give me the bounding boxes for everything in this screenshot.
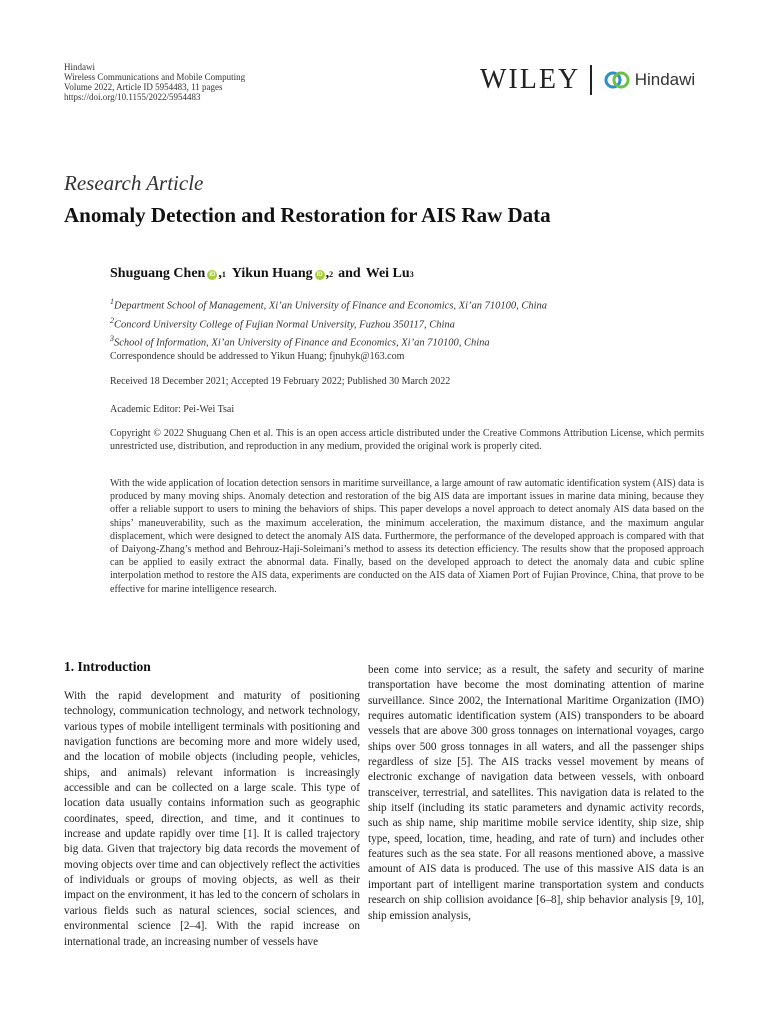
logo-divider [590, 65, 592, 95]
section-heading: 1. Introduction [64, 659, 151, 674]
hindawi-wordmark: Hindawi [634, 70, 696, 89]
academic-editor: Academic Editor: Pei-Wei Tsai [110, 404, 235, 415]
hindawi-logo [604, 70, 695, 90]
publisher-logos [480, 62, 695, 98]
wiley-logo: WILEY [480, 64, 581, 95]
orcid-icon[interactable]: iD [209, 272, 216, 278]
article-dates: Received 18 December 2021; Accepted 19 February 2022; Published 30 March 2022 [110, 376, 451, 387]
author-name[interactable]: Yikun Huang [231, 266, 313, 281]
article-title: Anomaly Detection and Restoration for AIS Raw Data [64, 203, 551, 227]
author-list: Shuguang Chen iD , 1 Yikun Huang iD , 2 and Wei Lu 3 [110, 266, 414, 281]
body-column-right: been come into service; as a result, the safety and security of marine transportation have become the most dominating attention of marine surveillance. Since 2002, the International Maritime Organization (IMO) requires automatic identification system (AIS) transponders to be aboard vessels that are above 300 gross tonnages on international voyages, cargo ships over 500 gross tonnages in all waters, and all the passenger ships regardless of size [5]. The AIS tracks vessel movement by means of electronic exchange of navigation data between vessels, with onboard transceiver, terrestrial, and satellites. This navigation data is related to the ship itself (including its static parameters and dynamic activity records, such as ship name, ship maritime mobile service identity, ship size, ship type, speed, location, time, heading, and rate of turn) and includes other features such as the sea state. For all reasons mentioned above, a massive amount of AIS data is produced. The use of this massive AIS data is an important part of intelligent marine transportation system and conducts research on ship collision avoidance [6–8], ship behavior analysis [9, 10], ship emission analysis, [368, 664, 704, 922]
author-name[interactable]: Wei Lu [365, 266, 410, 281]
correspondence: Correspondence should be addressed to Yikun Huang; fjnuhyk@163.com [110, 351, 405, 362]
abstract: With the wide application of location detection sensors in maritime surveillance, a large amount of raw automatic identification system (AIS) data is produced by many moving ships. Anomaly detection and restoration of the big AIS data are important issues in marine data mining, because they offer a reliable support to users to mining the behaviors of ships. This paper develops a novel approach to detect anomaly AIS data based on the ships’ maneuverability, such as the maximum acceleration, the minimum acceleration, the maximum distance, and the maximum angular displacement, which were designed to detect the anomaly AIS data. Furthermore, the performance of the developed approach is compared with that of Daiyong-Zhang’s method and Behrouz-Haji-Soleimani’s method to assess its detection efficiency. The results show that the proposed approach can be applied to easily extract the abnormal data. Finally, based on the developed approach to detect the anomaly data and cubic spline interpolation method to restore the AIS data, experiments are conducted on the AIS data of Xiamen Port of Fujian Province, China, that prove to be effective for marine intelligence research. [110, 478, 704, 595]
affiliations [110, 295, 547, 351]
journal-name: Wireless Communications and Mobile Computing [64, 72, 246, 82]
affiliation-marker: 3 [409, 269, 414, 279]
publisher-name: Hindawi [64, 62, 95, 72]
article-type: Research Article [64, 171, 204, 195]
doi-link[interactable]: https://doi.org/10.1155/2022/5954483 [64, 92, 201, 102]
affiliation-line: $^3$School of Information, Xi’an University of Finance and Economics, Xi’an 710100, China [110, 334, 490, 349]
affiliation-line: $^1$Department School of Management, Xi’an University of Finance and Economics, Xi’an 710100, China [110, 297, 548, 312]
affiliation-line: $^2$Concord University College of Fujian Normal University, Fuzhou 350117, China [110, 315, 455, 330]
copyright-notice: Copyright © 2022 Shuguang Chen et al. This is an open access article distributed under the Creative Commons Attribution License, which permits unrestricted use, distribution, and reproduction in any medium, provided the original work is properly cited. [110, 428, 704, 453]
hindawi-rings-icon [604, 71, 630, 89]
journal-header [64, 62, 245, 102]
orcid-icon[interactable]: iD [316, 272, 323, 278]
body-column-left: With the rapid development and maturity of positioning technology, communication technology, and network technology, various types of mobile intelligent terminals with positioning and navigation functions are becoming more and more widely used, and the location of mobile objects (including people, vehicles, ships, and animals) relevant information is increasingly accessible and can be collected on a large scale. This type of location data usually contains information such as geographic coordinates, speed, direction, and time, and it continues to increase and update rapidly over time [1]. It is called trajectory big data. Given that trajectory big data records the movement of moving objects over time and can objectively reflect the activities of individuals or groups of moving objects, as well as their impact on the environment, it has led to the concern of scholars in various fields such as natural sciences, social sciences, and environmental science [2–4]. With the rapid increase on international trade, an increasing number of vessels have [64, 690, 360, 948]
volume-info: Volume 2022, Article ID 5954483, 11 pages [64, 82, 223, 92]
affiliation-marker: 1 [221, 269, 226, 279]
affiliation-marker: 2 [329, 269, 334, 279]
author-name[interactable]: Shuguang Chen [110, 266, 206, 281]
